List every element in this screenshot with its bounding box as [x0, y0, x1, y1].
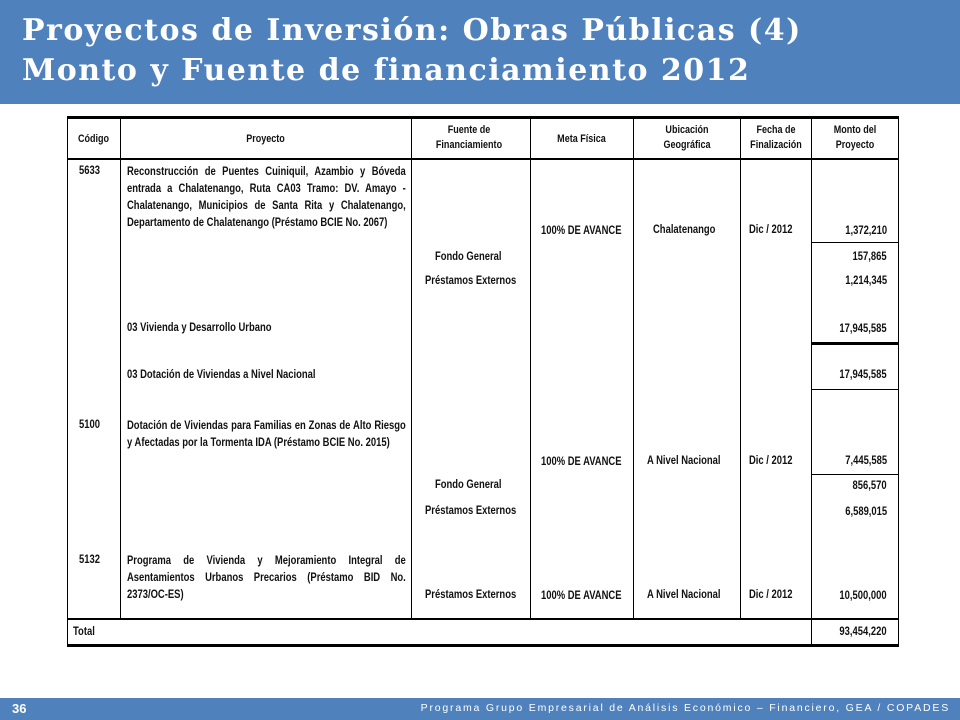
- footer-bar: [0, 698, 960, 720]
- amount-separator: [811, 389, 899, 390]
- row-fecha: Dic / 2012: [749, 455, 793, 467]
- row-meta: 100% DE AVANCE: [541, 456, 622, 468]
- row-fuente: Préstamos Externos: [425, 589, 517, 601]
- row-fuente: Fondo General: [435, 251, 502, 263]
- header-fecha: Fecha de Finalización: [750, 124, 802, 151]
- page-number: 36: [12, 701, 27, 716]
- row-monto: 1,214,345: [845, 275, 887, 287]
- slide-title-line-2: Monto y Fuente de financiamiento 2012: [22, 53, 751, 88]
- header-ubicacion: Ubicación Geográfica: [663, 124, 711, 151]
- amount-separator: [811, 342, 899, 345]
- slide-title-line-1: Proyectos de Inversión: Obras Públicas (4): [22, 13, 802, 48]
- amount-separator: [811, 474, 899, 475]
- title-bar: [0, 0, 960, 104]
- row-ubicacion: A Nivel Nacional: [647, 455, 721, 467]
- row-proyecto: Dotación de Viviendas para Familias en Zonas de Alto Riesgo y Afectadas por la Tormenta IDA (Préstamo BCIE No. 2015): [127, 420, 406, 449]
- row-codigo: 5132: [79, 554, 100, 566]
- total-top-rule: [67, 618, 899, 620]
- row-ubicacion: Chalatenango: [653, 224, 716, 236]
- row-codigo: 5633: [79, 165, 100, 177]
- row-fuente: Préstamos Externos: [425, 505, 517, 517]
- row-monto: 17,945,585: [839, 369, 887, 381]
- col-border: [67, 116, 68, 647]
- row-monto: 1,372,210: [845, 225, 887, 237]
- row-fecha: Dic / 2012: [749, 224, 793, 236]
- row-monto: 6,589,015: [845, 506, 887, 518]
- amount-separator: [811, 242, 899, 243]
- row-codigo: 5100: [79, 419, 100, 431]
- col-border: [411, 116, 412, 620]
- col-border: [811, 116, 812, 647]
- header-meta: Meta Física: [557, 133, 606, 145]
- row-monto: 10,500,000: [839, 590, 887, 602]
- header-bottom-rule: [67, 158, 899, 160]
- col-border: [530, 116, 531, 620]
- table-bottom-rule: [67, 644, 899, 647]
- col-border: [633, 116, 634, 620]
- row-monto: 17,945,585: [839, 323, 887, 335]
- row-monto: 856,570: [852, 480, 887, 492]
- row-monto: 157,865: [852, 251, 887, 263]
- row-proyecto: Reconstrucción de Puentes Cuiniquil, Azambio y Bóveda entrada a Chalatenango, Ruta CA03 Tramo: DV. Amayo - Chalatenango, Municipios de Santa Rita y Chalatenango, Departamento de Chalatenango (Préstamo BCIE No. 2067): [127, 166, 406, 229]
- investment-table: [67, 110, 924, 655]
- table-grid: [67, 110, 899, 650]
- col-border: [740, 116, 741, 620]
- header-proyecto: Proyecto: [246, 133, 285, 145]
- row-proyecto: 03 Vivienda y Desarrollo Urbano: [127, 322, 272, 334]
- total-label: Total: [73, 626, 95, 638]
- table-top-rule: [67, 116, 899, 119]
- row-ubicacion: A Nivel Nacional: [647, 589, 721, 601]
- total-value: 93,454,220: [839, 626, 887, 638]
- row-proyecto: 03 Dotación de Viviendas a Nivel Nacional: [127, 369, 316, 381]
- row-monto: 7,445,585: [845, 455, 887, 467]
- footer-text: Programa Grupo Empresarial de Análisis Económico – Financiero, GEA / COPADES: [420, 702, 950, 714]
- row-fuente: Préstamos Externos: [425, 275, 517, 287]
- row-fuente: Fondo General: [435, 479, 502, 491]
- row-fecha: Dic / 2012: [749, 589, 793, 601]
- header-codigo: Código: [77, 133, 110, 145]
- row-meta: 100% DE AVANCE: [541, 225, 622, 237]
- header-monto: Monto del Proyecto: [833, 124, 877, 151]
- col-border: [120, 116, 121, 620]
- row-meta: 100% DE AVANCE: [541, 590, 622, 602]
- header-fuente: Fuente de Financiamiento: [435, 124, 503, 151]
- row-proyecto: Programa de Vivienda y Mejoramiento Integral de Asentamientos Urbanos Precarios (Préstamo BID No. 2373/OC-ES): [127, 555, 406, 601]
- col-border: [898, 116, 899, 647]
